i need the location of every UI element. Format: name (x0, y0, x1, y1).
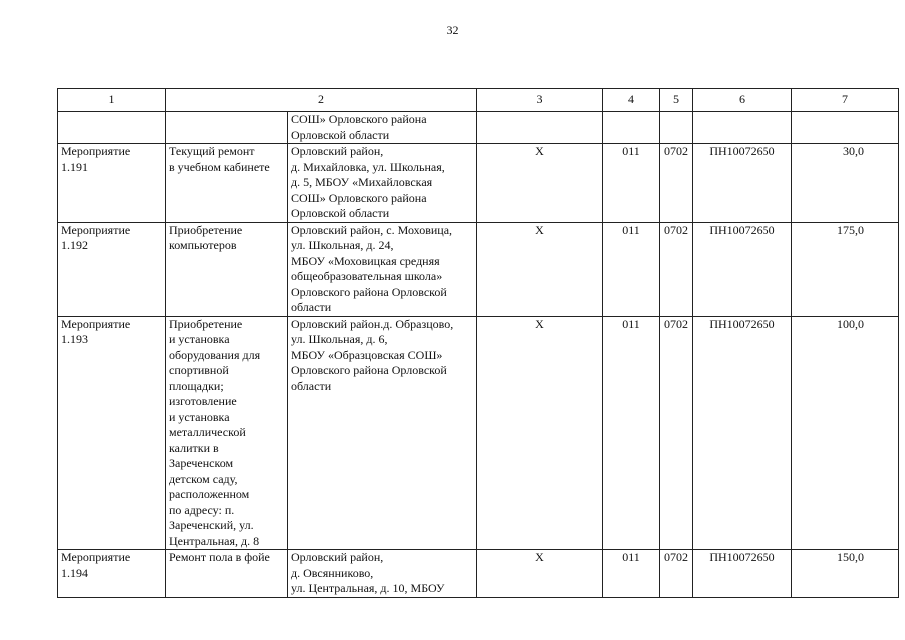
cell-col3: Х (477, 144, 603, 223)
header-col-4: 4 (603, 89, 660, 112)
name-line: металлической (169, 425, 246, 439)
table-row (58, 144, 899, 223)
address-line: Орловского района Орловской (291, 363, 447, 377)
cell-col7: 175,0 (792, 222, 899, 316)
cell-col5: 0702 (660, 144, 693, 223)
id-line: Мероприятие (61, 316, 131, 331)
table-row (58, 550, 899, 598)
address-line: д. 5, МБОУ «Михайловская (291, 175, 433, 189)
address-line: ул. Школьная, д. 6, (291, 332, 388, 346)
cell-col4: 011 (603, 316, 660, 550)
cell-address (288, 550, 477, 598)
address-line: Орловской области (291, 206, 390, 220)
cell-id (58, 222, 166, 316)
address-line: Орловского района Орловской (291, 284, 447, 299)
cell-col7: 100,0 (792, 316, 899, 550)
name-line: и установка (169, 332, 230, 346)
address-line: Орловский район, с. Моховица, (291, 222, 453, 237)
address-line: СОШ» Орловского района (291, 112, 427, 126)
name-line: детском саду, (169, 471, 238, 486)
address-line: СОШ» Орловского района (291, 190, 427, 205)
address-line: Орловский район.д. Образцово, (291, 316, 454, 331)
cell-col4: 011 (603, 550, 660, 598)
cell-col4 (603, 112, 660, 144)
address-line: области (291, 300, 332, 314)
name-line: расположенном (169, 487, 250, 501)
cell-col7: 30,0 (792, 144, 899, 223)
cell-name (166, 316, 288, 550)
cell-name (166, 550, 288, 598)
cell-address (288, 144, 477, 223)
header-col-6: 6 (693, 89, 792, 112)
name-line: в учебном кабинете (169, 159, 270, 174)
cell-col7: 150,0 (792, 550, 899, 598)
cell-id (58, 316, 166, 550)
address-line: ул. Школьная, д. 24, (291, 238, 394, 252)
cell-col4: 011 (603, 144, 660, 223)
id-line: 1.191 (61, 159, 88, 174)
cell-col3 (477, 112, 603, 144)
name-line: Зареченском (169, 456, 234, 470)
address-line: Орловской области (291, 127, 390, 142)
cell-col6 (693, 112, 792, 144)
address-line: МБОУ «Образцовская СОШ» (291, 347, 443, 362)
table-row (58, 316, 899, 550)
name-line: и установка (169, 409, 230, 424)
id-line: 1.194 (61, 565, 88, 580)
header-col-5: 5 (660, 89, 693, 112)
name-line: по адресу: п. (169, 502, 235, 517)
address-line: общеобразовательная школа» (291, 269, 443, 283)
cell-id (58, 112, 166, 144)
address-line: МБОУ «Моховицкая средняя (291, 253, 440, 268)
cell-col7 (792, 112, 899, 144)
cell-col6: ПН10072650 (693, 144, 792, 223)
cell-col6: ПН10072650 (693, 316, 792, 550)
address-line: области (291, 378, 332, 393)
name-line: Приобретение (169, 316, 243, 331)
cell-col5: 0702 (660, 316, 693, 550)
cell-address (288, 112, 477, 144)
header-col-3: 3 (477, 89, 603, 112)
name-line: Текущий ремонт (169, 144, 255, 158)
name-line: Зареченский, ул. (169, 518, 254, 532)
cell-name (166, 222, 288, 316)
header-row (58, 89, 899, 112)
address-line: Орловский район, (291, 144, 384, 158)
address-line: Орловский район, (291, 550, 384, 564)
cell-name (166, 144, 288, 223)
header-col-1: 1 (58, 89, 166, 112)
cell-col3: Х (477, 316, 603, 550)
name-line: Приобретение (169, 222, 243, 237)
cell-id (58, 144, 166, 223)
name-line: изготовление (169, 394, 237, 408)
table-row (58, 222, 899, 316)
cell-name (166, 112, 288, 144)
id-line: Мероприятие (61, 222, 131, 237)
name-line: оборудования для (169, 347, 261, 362)
cell-col4: 011 (603, 222, 660, 316)
cell-address (288, 222, 477, 316)
header-col-2: 2 (166, 89, 477, 112)
id-line: Мероприятие (61, 144, 131, 158)
name-line: спортивной (169, 363, 229, 377)
address-line: д. Овсянниково, (291, 565, 374, 580)
address-line: ул. Центральная, д. 10, МБОУ (291, 581, 445, 595)
page-number: 32 (446, 23, 459, 37)
id-line: Мероприятие (61, 550, 131, 564)
cell-col3: Х (477, 222, 603, 316)
cell-col6: ПН10072650 (693, 222, 792, 316)
cell-address (288, 316, 477, 550)
cell-col6: ПН10072650 (693, 550, 792, 598)
cell-col5 (660, 112, 693, 144)
cell-col5: 0702 (660, 222, 693, 316)
id-line: 1.193 (61, 332, 88, 346)
continuation-row (58, 112, 899, 144)
name-line: Ремонт пола в фойе (169, 550, 270, 564)
cell-id (58, 550, 166, 598)
id-line: 1.192 (61, 238, 88, 252)
address-line: д. Михайловка, ул. Школьная, (291, 159, 445, 174)
name-line: Центральная, д. 8 (169, 533, 260, 548)
name-line: калитки в (169, 440, 219, 455)
header-col-7: 7 (792, 89, 899, 112)
budget-table (57, 88, 899, 598)
name-line: площадки; (169, 378, 224, 393)
cell-col5: 0702 (660, 550, 693, 598)
cell-col3: Х (477, 550, 603, 598)
name-line: компьютеров (169, 238, 237, 252)
